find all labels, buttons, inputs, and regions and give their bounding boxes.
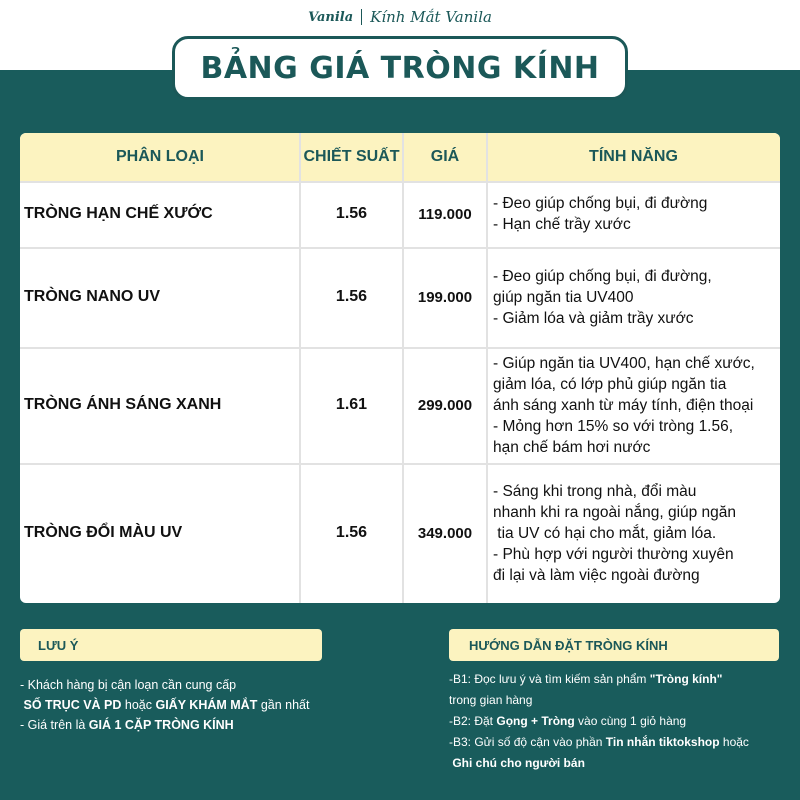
cell-type (20, 247, 300, 347)
note-heading: LƯU Ý (38, 637, 79, 653)
guide-body (449, 669, 794, 774)
cell-price (403, 463, 487, 603)
guide-heading: HƯỚNG DẪN ĐẶT TRÒNG KÍNH (469, 637, 668, 653)
feature-line: - Giúp ngăn tia UV400, hạn chế xước, (493, 354, 755, 372)
cell-features (487, 181, 780, 247)
guide-step (449, 711, 794, 732)
note-bold: SỐ TRỤC VÀ PD (23, 698, 122, 712)
guide-step (449, 669, 794, 690)
feature-line: - Đeo giúp chống bụi, đi đường (493, 195, 708, 212)
brand-logo: Vanila (308, 9, 354, 25)
table-row (20, 181, 780, 247)
guide-bold: Ghi chú cho người bán (452, 756, 585, 770)
note-text: gần nhất (257, 698, 310, 712)
feature-line: - Đeo giúp chống bụi, đi đường, (493, 267, 712, 285)
feature-line: giúp ngăn tia UV400 (493, 288, 634, 306)
feature-line: ánh sáng xanh từ máy tính, điện thoại (493, 396, 754, 414)
title-box (172, 36, 628, 100)
lens-price: 349.000 (417, 524, 473, 542)
guide-text: trong gian hàng (449, 693, 533, 707)
note-line (20, 695, 420, 715)
feature-line: nhanh khi ra ngoài nắng, giúp ngăn (493, 503, 737, 521)
cell-features (487, 463, 780, 603)
cell-type (20, 463, 300, 603)
cell-index (300, 247, 403, 347)
table-row (20, 347, 780, 463)
cell-features (487, 247, 780, 347)
header-price (403, 133, 487, 181)
note-bold: GIẤY KHÁM MẮT (155, 698, 258, 712)
feature-line: đi lại và làm việc ngoài đường (493, 566, 700, 584)
feature-line: - Sáng khi trong nhà, đổi màu (493, 482, 697, 500)
lens-type: TRÒNG ĐỔI MÀU UV (24, 524, 183, 541)
table-row (20, 463, 780, 603)
lens-price: 119.000 (418, 205, 472, 223)
note-text: - Giá trên là (20, 718, 89, 732)
header-index-label: CHIẾT SUẤT (303, 148, 400, 165)
cell-features (487, 347, 780, 463)
column-divider (299, 133, 301, 603)
table-header-row (20, 133, 780, 181)
lens-price: 199.000 (417, 288, 473, 306)
header-features (487, 133, 780, 181)
feature-line: hạn chế bám hơi nước (493, 438, 651, 456)
cell-index (300, 463, 403, 603)
cell-index (300, 181, 403, 247)
header-features-label: TÍNH NĂNG (589, 148, 678, 165)
note-heading-box (20, 629, 322, 661)
page-title: BẢNG GIÁ TRÒNG KÍNH (200, 50, 600, 86)
guide-step (449, 753, 794, 774)
header-type-label: PHÂN LOẠI (116, 148, 204, 165)
guide-text: hoặc (719, 735, 749, 749)
note-line: - Khách hàng bị cận loạn cần cung cấp (20, 678, 237, 692)
header-price-label: GIÁ (430, 148, 460, 165)
cell-type (20, 347, 300, 463)
row-divider (20, 463, 780, 465)
note-body (20, 675, 420, 735)
guide-bold: "Tròng kính" (649, 672, 723, 686)
feature-line: - Giảm lóa và giảm trầy xước (493, 309, 694, 327)
feature-line: - Mỏng hơn 15% so với tròng 1.56, (493, 417, 734, 435)
note-text: hoặc (121, 698, 156, 712)
brand-bar (0, 0, 800, 34)
cell-price (403, 347, 487, 463)
column-divider (402, 133, 404, 603)
lens-index: 1.56 (335, 524, 368, 541)
guide-bold: Tin nhắn tiktokshop (605, 735, 720, 749)
row-divider (20, 247, 780, 249)
feature-line: - Phù hợp với người thường xuyên (493, 545, 734, 563)
header-index (300, 133, 403, 181)
feature-line: giảm lóa, có lớp phủ giúp ngăn tia (493, 375, 727, 393)
lens-type: TRÒNG ÁNH SÁNG XANH (24, 396, 222, 413)
guide-text: -B3: Gửi số độ cận vào phần (449, 735, 606, 749)
brand-divider (361, 9, 362, 25)
lens-type: TRÒNG HẠN CHẾ XƯỚC (24, 205, 213, 222)
column-divider (486, 133, 488, 603)
feature-line: - Hạn chế trầy xước (493, 216, 631, 233)
cell-price (403, 181, 487, 247)
row-divider (20, 181, 780, 183)
cell-index (300, 347, 403, 463)
lens-index: 1.56 (335, 288, 368, 305)
note-line (20, 715, 420, 735)
price-table (20, 133, 780, 603)
table-row (20, 247, 780, 347)
lens-index: 1.61 (335, 396, 368, 413)
guide-bold: Gọng + Tròng (496, 714, 575, 728)
feature-line: tia UV có hại cho mắt, giảm lóa. (493, 524, 717, 542)
header-type (20, 133, 300, 181)
lens-price: 299.000 (417, 396, 473, 414)
guide-step (449, 732, 794, 753)
row-divider (20, 347, 780, 349)
guide-text: -B2: Đặt (449, 714, 497, 728)
brand-name: Kính Mắt Vanila (370, 8, 492, 26)
note-bold: GIÁ 1 CẶP TRÒNG KÍNH (88, 718, 234, 732)
lens-type: TRÒNG NANO UV (24, 288, 160, 305)
guide-text: -B1: Đọc lưu ý và tìm kiếm sản phẩm (449, 672, 650, 686)
guide-heading-box (449, 629, 779, 661)
lens-index: 1.56 (335, 205, 368, 222)
cell-type (20, 181, 300, 247)
guide-text: vào cùng 1 giỏ hàng (574, 714, 687, 728)
cell-price (403, 247, 487, 347)
